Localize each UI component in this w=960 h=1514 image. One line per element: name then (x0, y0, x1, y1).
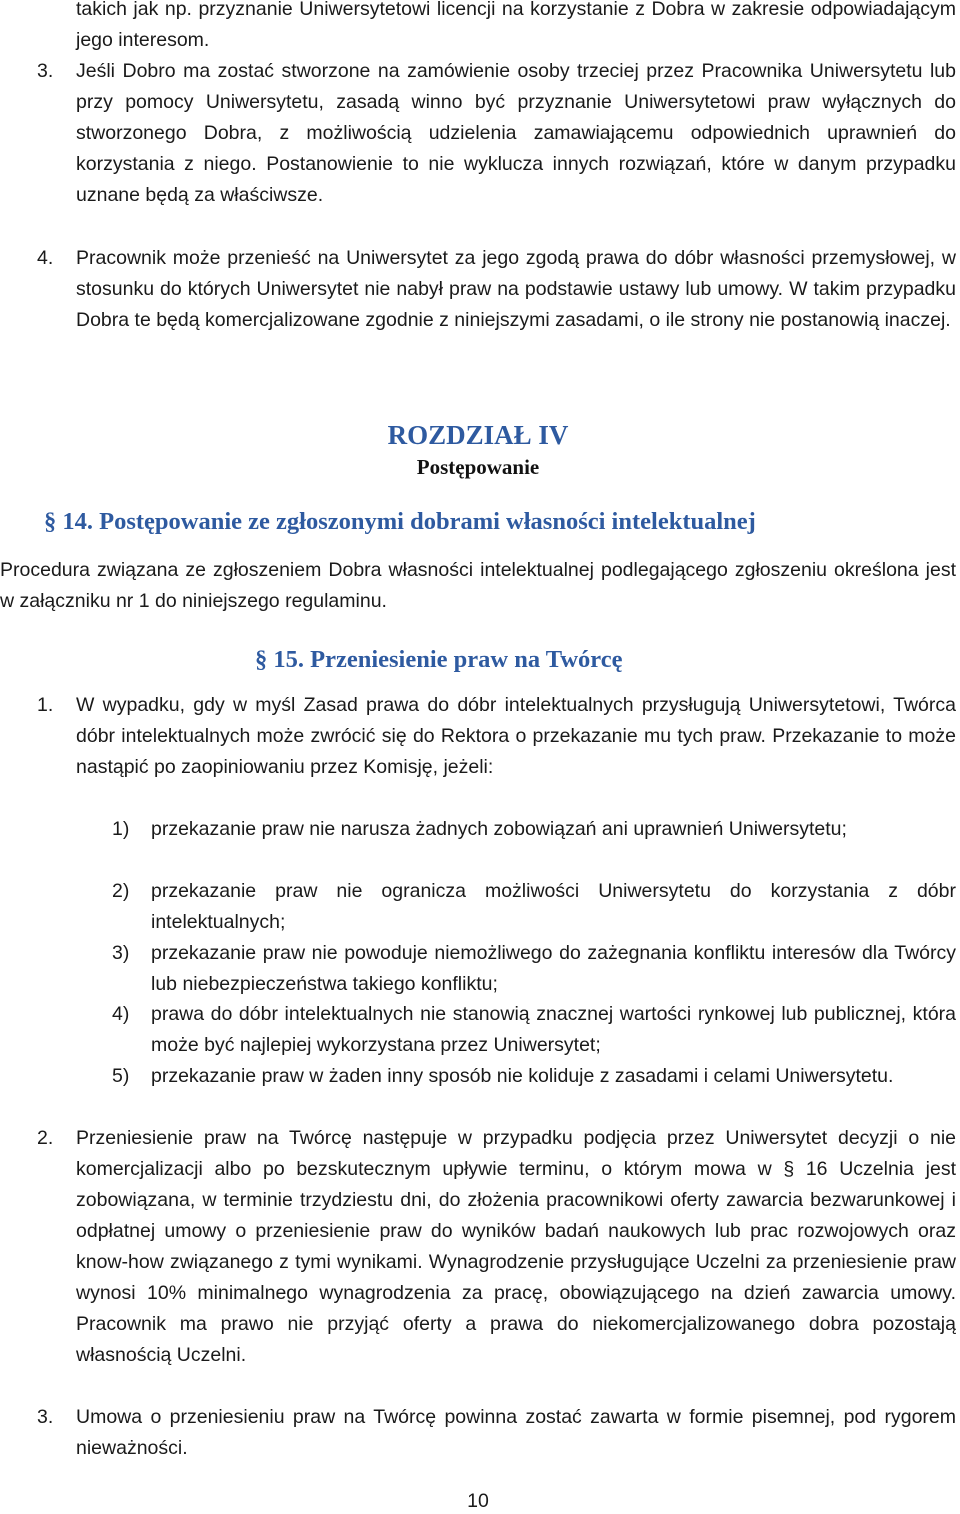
section-15-heading: § 15. Przeniesienie praw na Twórcę (255, 646, 623, 673)
page-number: 10 (467, 1490, 489, 1512)
subitem-3-number: 3) (112, 942, 130, 964)
subitem-2-number: 2) (112, 880, 130, 902)
chapter-title: ROZDZIAŁ IV (387, 420, 569, 450)
subitem-1-number: 1) (112, 818, 130, 840)
sec15-item-2-number: 2. (37, 1127, 54, 1149)
item-3-number: 3. (37, 60, 54, 82)
subitem-2-text: przekazanie praw nie ogranicza możliwości Uniwersytetu do korzystania z dóbr intelektualnych; (151, 880, 956, 933)
subitem-1-text: przekazanie praw nie narusza żadnych zobowiązań ani uprawnień Uniwersytetu; (151, 818, 847, 840)
section-14-heading: § 14. Postępowanie ze zgłoszonymi dobrami własności intelektualnej (44, 508, 756, 535)
item-4-number: 4. (37, 247, 54, 269)
subitem-5-text: przekazanie praw w żaden inny sposób nie koliduje z zasadami i celami Uniwersytetu. (151, 1065, 894, 1087)
subitem-3-text: przekazanie praw nie powoduje niemożliwego do zażegnania konfliktu interesów dla Twórcy lub niebezpieczeństwa takiego konfliktu; (151, 942, 956, 995)
sec15-item-1-number: 1. (37, 694, 54, 716)
sec15-item-2-text: Przeniesienie praw na Twórcę następuje w przypadku podjęcia przez Uniwersytet decyzji o nie komercjalizacji albo po bezskutecznym upływie terminu, o którym mowa w § 16 Uczelnia jest zobowiązana, w terminie trzydziestu dni, do złożenia pracownikowi oferty zawarcia bezwarunkowej i odpłatnej umowy o przeniesienie praw do wyników badań naukowych lub prac rozwojowych oraz know-how związanego z tymi wynikami. Wynagrodzenie przysługujące Uczelni za przeniesienie praw wynosi 10% minimalnego wynagrodzenia za pracę, obowiązującego na dzień zawarcia umowy. Pracownik ma prawo nie przyjąć oferty a prawa do niekomercjalizowanego dobra pozostają własnością Uczelni. (76, 1127, 956, 1366)
continuation-paragraph: takich jak np. przyznanie Uniwersytetowi licencji na korzystanie z Dobra w zakresie odpowiadającym jego interesom. (76, 0, 956, 51)
section-14-text: Procedura związana ze zgłoszeniem Dobra własności intelektualnej podlegającego zgłoszeniu określona jest w załączniku nr 1 do niniejszego regulaminu. (0, 559, 956, 612)
subitem-4-text: prawa do dóbr intelektualnych nie stanowią znacznej wartości rynkowej lub publicznej, która może być najlepiej wykorzystana przez Uniwersytet; (151, 1003, 956, 1056)
subitem-5-number: 5) (112, 1065, 130, 1087)
sec15-item-1-text: W wypadku, gdy w myśl Zasad prawa do dóbr intelektualnych przysługują Uniwersytetowi, Twórca dóbr intelektualnych może zwrócić się do Rektora o przekazanie mu tych praw. Przekazanie to może nastąpić po zaopiniowaniu przez Komisję, jeżeli: (76, 694, 956, 778)
chapter-subtitle: Postępowanie (416, 455, 540, 479)
item-3-text: Jeśli Dobro ma zostać stworzone na zamówienie osoby trzeciej przez Pracownika Uniwersytetu lub przy pomocy Uniwersytetu, zasadą winno być przyznanie Uniwersytetowi praw wyłącznych do stworzonego Dobra, z możliwością udzielenia zamawiającemu odpowiednich uprawnień do korzystania z niego. Postanowienie to nie wyklucza innych rozwiązań, które w danym przypadku uznane będą za właściwsze. (76, 60, 956, 206)
sec15-item-3-number: 3. (37, 1406, 54, 1428)
subitem-4-number: 4) (112, 1003, 130, 1025)
sec15-item-3-text: Umowa o przeniesieniu praw na Twórcę powinna zostać zawarta w formie pisemnej, pod rygorem nieważności. (76, 1406, 956, 1459)
item-4-text: Pracownik może przenieść na Uniwersytet za jego zgodą prawa do dóbr własności przemysłowej, w stosunku do których Uniwersytet nie nabył praw na podstawie ustawy lub umowy. W takim przypadku Dobra te będą komercjalizowane zgodnie z niniejszymi zasadami, o ile strony nie postanowią inaczej. (76, 247, 956, 331)
